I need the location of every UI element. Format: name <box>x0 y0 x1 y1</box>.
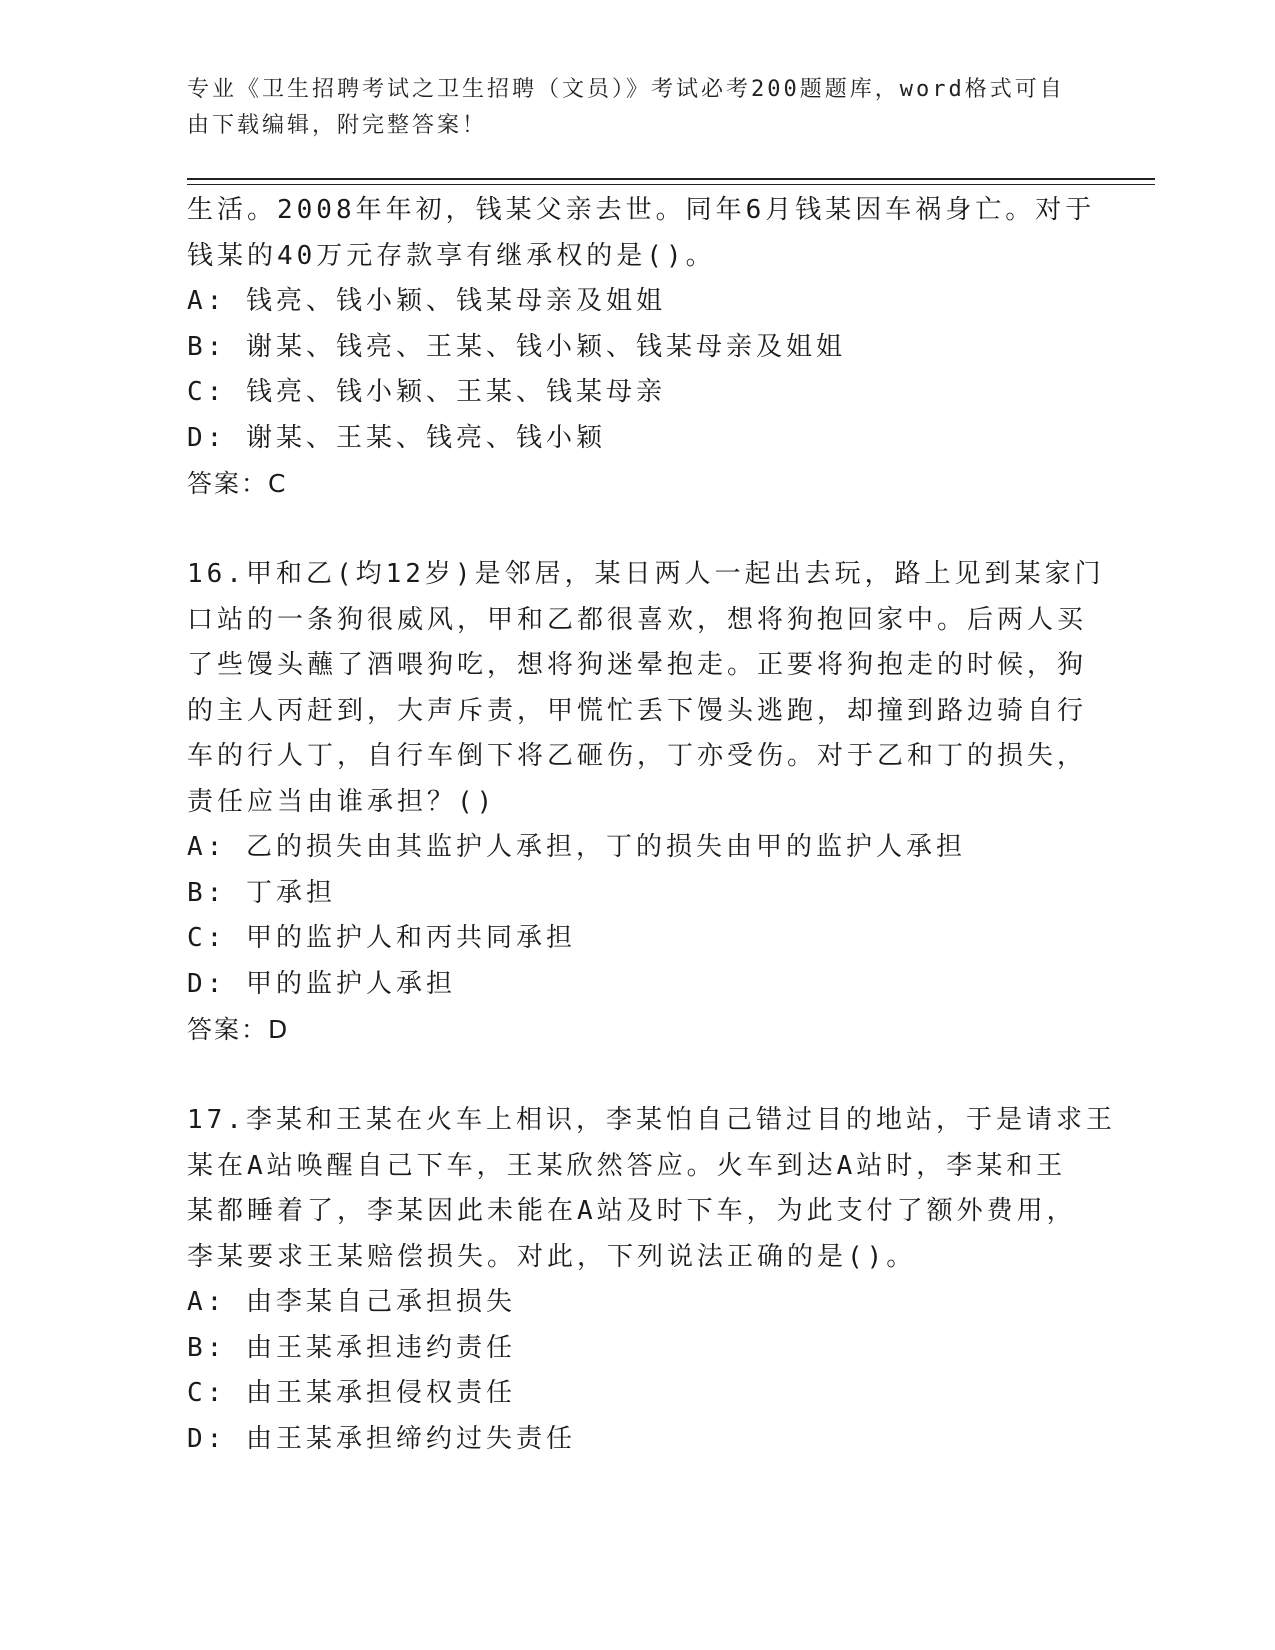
option-a: A: 乙的损失由其监护人承担，丁的损失由甲的监护人承担 <box>187 832 966 862</box>
question-list <box>187 188 1116 1462</box>
question-stem-line: 17.李某和王某在火车上相识，李某怕自己错过目的地站，于是请求王 <box>187 1105 1116 1135</box>
option-c: C: 钱亮、钱小颖、王某、钱某母亲 <box>187 377 666 407</box>
option-b: B: 由王某承担违约责任 <box>187 1332 516 1363</box>
option-b: B: 丁承担 <box>187 877 336 908</box>
option-a: A: 钱亮、钱小颖、钱某母亲及姐姐 <box>187 286 666 316</box>
question-stem-line: 某在A站唤醒自己下车，王某欣然答应。火车到达A站时，李某和王 <box>187 1150 1067 1181</box>
header-line-2: 由下载编辑，附完整答案！ <box>187 113 488 138</box>
question-stem-line: 16.甲和乙(均12岁)是邻居，某日两人一起出去玩，路上见到某家门 <box>187 559 1105 589</box>
answer-line: 答案：D <box>187 1015 290 1044</box>
question-stem-line: 了些馒头蘸了酒喂狗吃，想将狗迷晕抱走。正要将狗抱走的时候，狗 <box>187 650 1088 680</box>
spacer <box>187 1053 1087 1099</box>
header-line-1: 专业《卫生招聘考试之卫生招聘（文员）》考试必考200题题库，word格式可自 <box>187 77 1065 102</box>
question-stem-line: 某都睡着了，李某因此未能在A站及时下车，为此支付了额外费用， <box>187 1196 1077 1226</box>
question-17 <box>187 1098 1116 1462</box>
option-d: D: 由王某承担缔约过失责任 <box>187 1423 576 1454</box>
question-stem-line: 口站的一条狗很威风，甲和乙都很喜欢，想将狗抱回家中。后两人买 <box>187 604 1088 635</box>
answer-line: 答案：C <box>187 469 288 498</box>
question-16 <box>187 552 1105 1053</box>
option-c: C: 甲的监护人和丙共同承担 <box>187 923 576 953</box>
question-stem-line: 的主人丙赶到，大声斥责，甲慌忙丢下馒头逃跑，却撞到路边骑自行 <box>187 695 1088 726</box>
option-d: D: 甲的监护人承担 <box>187 968 456 999</box>
question-stem-line: 车的行人丁，自行车倒下将乙砸伤，丁亦受伤。对于乙和丁的损失， <box>187 741 1088 771</box>
question-stem-line: 生活。2008年年初，钱某父亲去世。同年6月钱某因车祸身亡。对于 <box>187 195 1096 225</box>
spacer <box>187 507 1087 553</box>
question-stem-line: 钱某的40万元存款享有继承权的是()。 <box>187 240 716 271</box>
option-c: C: 由王某承担侵权责任 <box>187 1378 516 1408</box>
question-stem-line: 李某要求王某赔偿损失。对此，下列说法正确的是()。 <box>187 1241 917 1272</box>
question-15 <box>187 188 1096 507</box>
option-d: D: 谢某、王某、钱亮、钱小颖 <box>187 422 606 453</box>
header-divider-thick <box>187 178 1155 180</box>
option-b: B: 谢某、钱亮、王某、钱小颖、钱某母亲及姐姐 <box>187 331 846 362</box>
header-divider-thin <box>187 184 1155 185</box>
document-header <box>187 72 1067 144</box>
question-stem-line: 责任应当由谁承担？() <box>187 786 497 817</box>
option-a: A: 由李某自己承担损失 <box>187 1287 516 1317</box>
